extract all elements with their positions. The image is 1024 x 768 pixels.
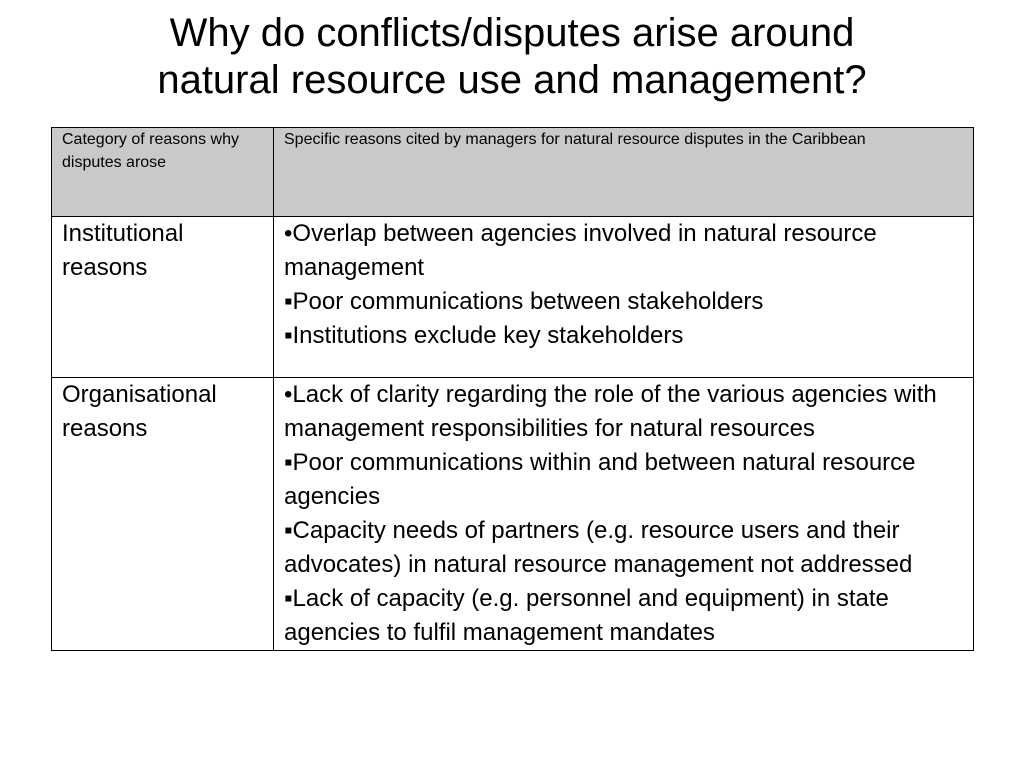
slide-title — [0, 10, 1024, 104]
reason-item: ▪Lack of capacity (e.g. personnel and equipment) in state agencies to fulfil management mandates — [284, 585, 889, 646]
reason-item: ▪Poor communications within and between natural resource agencies — [284, 449, 916, 510]
reason-item: ▪Institutions exclude key stakeholders — [284, 322, 684, 349]
header-specific-reasons: Specific reasons cited by managers for natural resource disputes in the Caribbean — [274, 128, 974, 217]
reason-item: •Overlap between agencies involved in natural resource management — [284, 220, 877, 281]
header-category: Category of reasons why disputes arose — [52, 128, 274, 217]
reasons-table — [51, 127, 974, 651]
reason-item: •Lack of clarity regarding the role of the various agencies with management responsibilities for natural resources — [284, 381, 937, 442]
table-row — [52, 378, 974, 651]
slide-title-line: Why do conflicts/disputes arise around — [169, 11, 855, 55]
reasons-cell — [274, 217, 974, 378]
category-cell: Organisational reasons — [52, 378, 274, 651]
reasons-cell — [274, 378, 974, 651]
category-cell: Institutional reasons — [52, 217, 274, 378]
table-header-row — [52, 128, 974, 217]
reason-item: ▪Capacity needs of partners (e.g. resource users and their advocates) in natural resource management not addressed — [284, 517, 913, 578]
table-row — [52, 217, 974, 378]
slide-title-line: natural resource use and management? — [157, 58, 867, 102]
reason-item: ▪Poor communications between stakeholders — [284, 288, 764, 315]
